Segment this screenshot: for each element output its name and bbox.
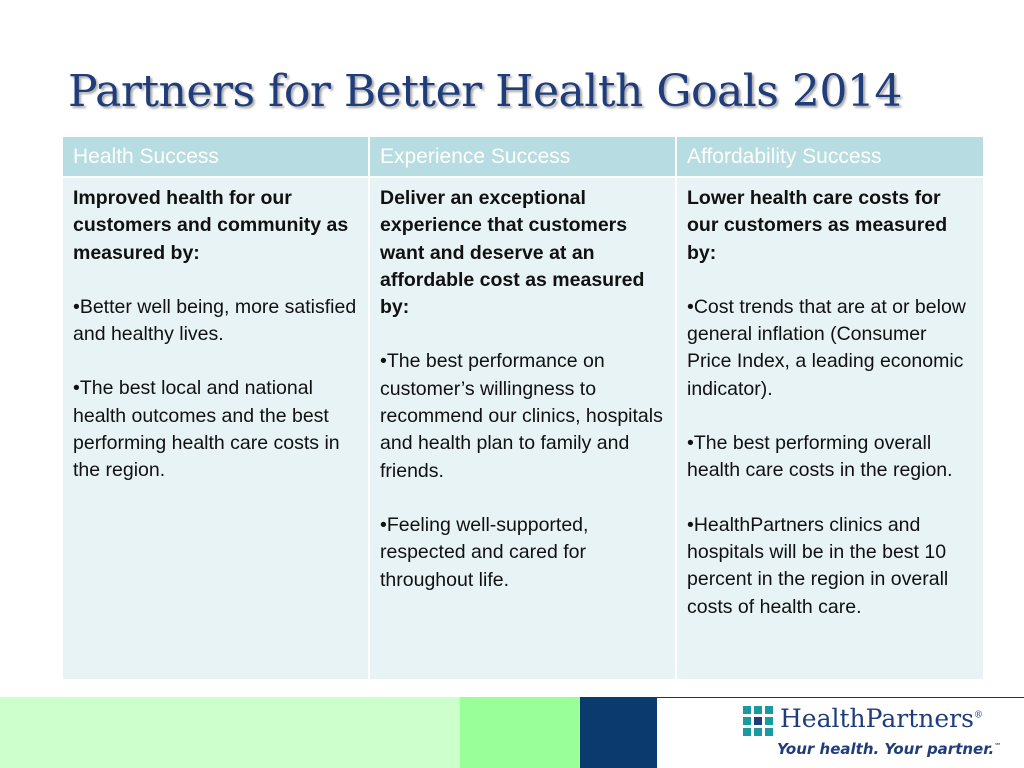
header-experience-success: Experience Success	[370, 137, 677, 176]
goals-table	[63, 137, 983, 679]
cell-health-success	[63, 176, 370, 679]
header-health-success: Health Success	[63, 137, 370, 176]
logo-name-text: HealthPartners	[780, 704, 974, 733]
lead-text: Improved health for our customers and community as measured by:	[73, 187, 349, 264]
cell-affordability-success	[677, 176, 983, 679]
bullet-item: •The best local and national health outcomes and the best performing health care costs in the region.	[73, 377, 340, 482]
bullet-item: •Better well being, more satisfied and healthy lives.	[73, 295, 357, 346]
slide-title: Partners for Better Health Goals 2014	[68, 66, 902, 117]
bullet-item: •Feeling well-supported, respected and cared for throughout life.	[380, 513, 589, 591]
footer-band-light	[0, 697, 460, 768]
service-mark: ℠	[994, 742, 1002, 750]
footer-band-navy	[580, 697, 657, 768]
tagline-text: Your health. Your partner.	[777, 740, 995, 758]
bullet-item: •HealthPartners clinics and hospitals will be in the best 10 percent in the region in overall costs of health care.	[687, 513, 949, 618]
bullet-item: •Cost trends that are at or below general inflation (Consumer Price Index, a leading economic indicator).	[687, 295, 966, 400]
footer-band	[0, 697, 1024, 768]
cell-experience-success	[370, 176, 677, 679]
healthpartners-logo-icon	[743, 706, 773, 736]
healthpartners-logo	[657, 697, 1024, 768]
header-affordability-success: Affordability Success	[677, 137, 983, 176]
bullet-item: •The best performing overall health care costs in the region.	[687, 432, 953, 482]
logo-tagline	[777, 740, 1001, 758]
lead-text: Lower health care costs for our customers as measured by:	[687, 187, 948, 264]
lead-text: Deliver an exceptional experience that customers want and deserve at an affordable cost as measured by:	[380, 187, 645, 319]
logo-wordmark	[780, 704, 983, 733]
bullet-item: •The best performance on customer’s willingness to recommend our clinics, hospitals and health plan to family and friends.	[380, 350, 663, 482]
footer-band-green	[460, 697, 580, 768]
registered-mark: ®	[973, 710, 983, 721]
